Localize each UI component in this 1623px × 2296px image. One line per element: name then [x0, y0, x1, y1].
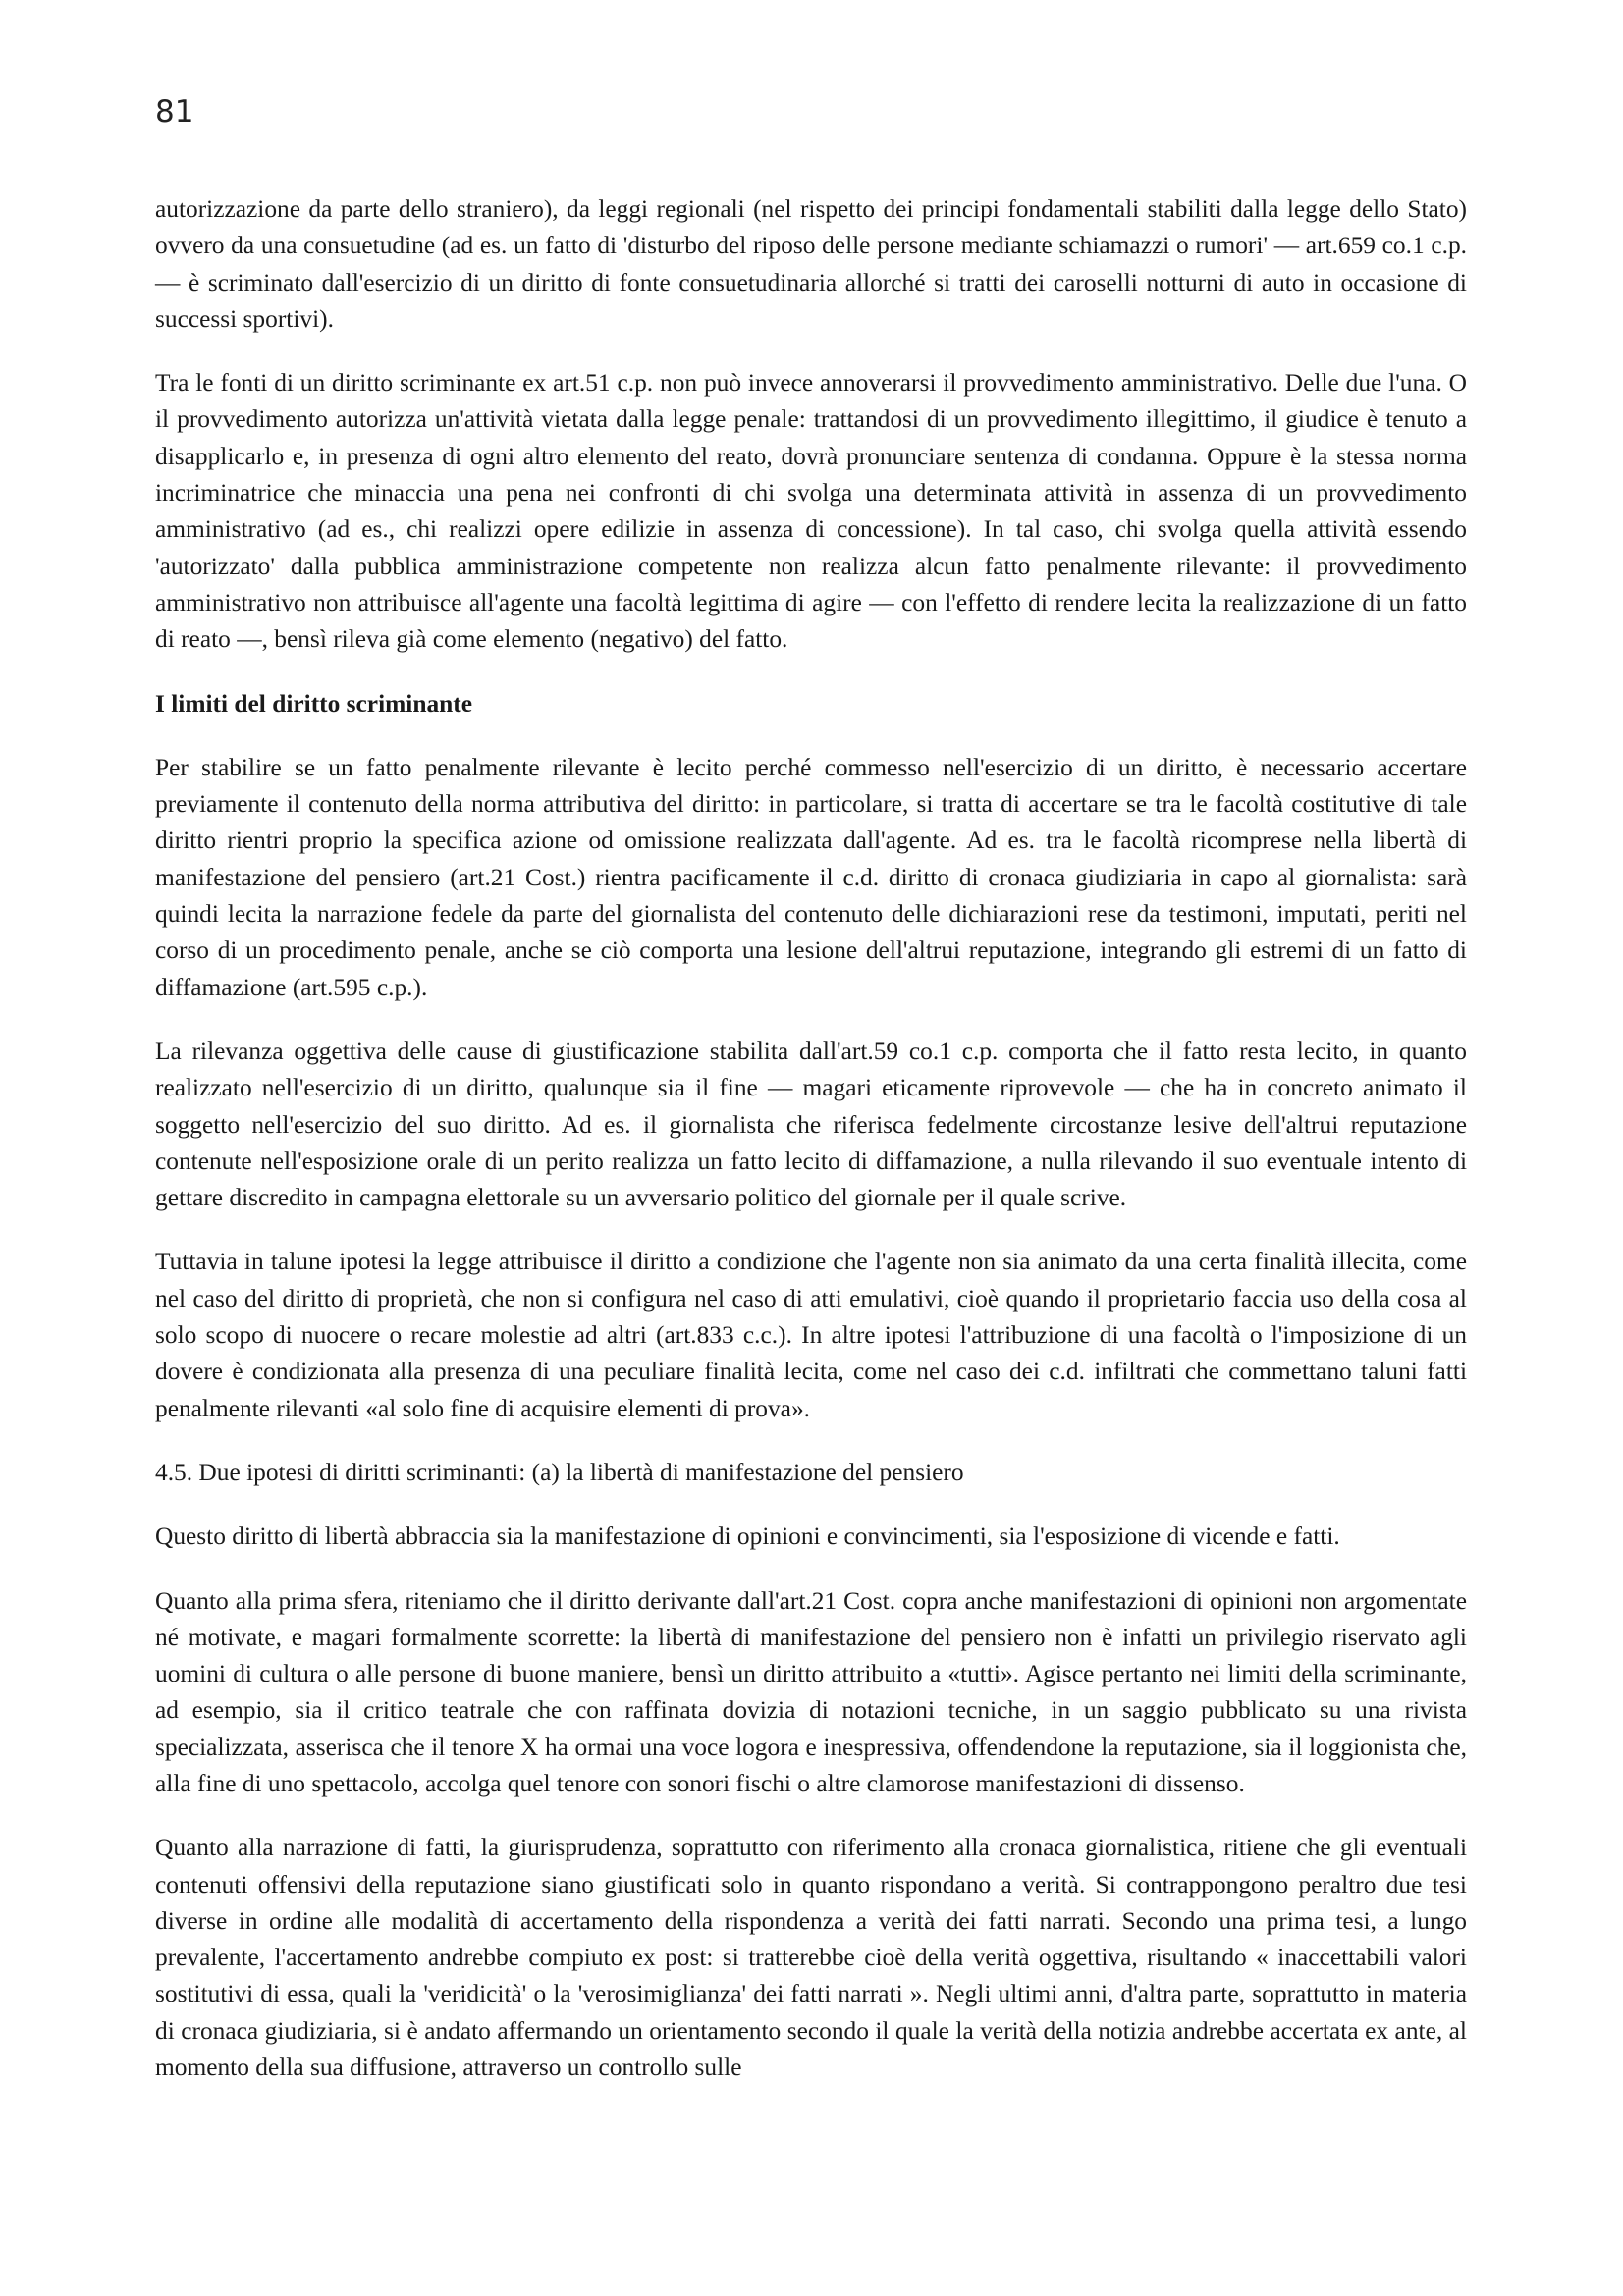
paragraph: Questo diritto di libertà abbraccia sia la manifestazione di opinioni e convincimenti, sia l'esposizione di vicende e fatti.: [155, 1522, 1340, 1551]
paragraph: La rilevanza oggettiva delle cause di giustificazione stabilita dall'art.59 co.1 c.p. comporta che il fatto resta lecito, in quanto realizzato nell'esercizio di un diritto, qualunque sia il fine — magari eticamente riprovevole — che ha in concreto animato il soggetto nell'esercizio del suo diritto. Ad es. il giornalista che riferisca fedelmente circostanze lesive dell'altrui reputazione contenute nell'esposizione orale di un perito realizza un fatto lecito di diffamazione, a nulla rilevando il suo eventuale intento di gettare discredito in campagna elettorale su un avversario politico del giornale per il quale scrive.: [155, 1037, 1467, 1212]
paragraph: Tra le fonti di un diritto scriminante ex art.51 c.p. non può invece annoverarsi il provvedimento amministrativo. Delle due l'una. O il provvedimento autorizza un'attività vietata dalla legge penale: trattandosi di un provvedimento illegittimo, il giudice è tenuto a disapplicarlo e, in presenza di ogni altro elemento del reato, dovrà pronunciare sentenza di condanna. Oppure è la stessa norma incriminatrice che minaccia una pena nei confronti di chi svolga una determinata attività in assenza di un provvedimento amministrativo (ad es., chi realizzi opere edilizie in assenza di concessione). In tal caso, chi svolga quella attività essendo 'autorizzato' dalla pubblica amministrazione competente non realizza alcun fatto penalmente rilevante: il provvedimento amministrativo non attribuisce all'agente una facoltà legittima di agire — con l'effetto di rendere lecita la realizzazione di un fatto di reato —, bensì rileva già come elemento (negativo) del fatto.: [155, 369, 1467, 654]
page-number: 81: [155, 94, 194, 130]
paragraph: Per stabilire se un fatto penalmente rilevante è lecito perché commesso nell'esercizio di un diritto, è necessario accertare previamente il contenuto della norma attributiva del diritto: in particolare, si tratta di accertare se tra le facoltà costitutive di tale diritto rientri proprio la specifica azione od omissione realizzata dall'agente. Ad es. tra le facoltà ricomprese nella libertà di manifestazione del pensiero (art.21 Cost.) rientra pacificamente il c.d. diritto di cronaca giudiziaria in capo al giornalista: sarà quindi lecita la narrazione fedele da parte del giornalista del contenuto delle dichiarazioni rese da testimoni, imputati, periti nel corso di un procedimento penale, anche se ciò comporta una lesione dell'altrui reputazione, integrando gli estremi di un fatto di diffamazione (art.595 c.p.).: [155, 753, 1467, 1001]
document-body: [155, 191, 1467, 2113]
section-heading: I limiti del diritto scriminante: [155, 689, 472, 718]
paragraph: Quanto alla prima sfera, riteniamo che il diritto derivante dall'art.21 Cost. copra anche manifestazioni di opinioni non argomentate né motivate, e magari formalmente scorrette: la libertà di manifestazione del pensiero non è infatti un privilegio riservato agli uomini di cultura o alle persone di buone maniere, bensì un diritto attribuito a «tutti». Agisce pertanto nei limiti della scriminante, ad esempio, sia il critico teatrale che con raffinata dovizia di notazioni tecniche, in un saggio pubblicato su una rivista specializzata, asserisca che il tenore X ha ormai una voce logora e inespressiva, offendendone la reputazione, sia il loggionista che, alla fine di uno spettacolo, accolga quel tenore con sonori fischi o altre clamorose manifestazioni di dissenso.: [155, 1586, 1467, 1797]
paragraph: Quanto alla narrazione di fatti, la giurisprudenza, soprattutto con riferimento alla cronaca giornalistica, ritiene che gli eventuali contenuti offensivi della reputazione siano giustificati solo in quanto rispondano a verità. Si contrappongono peraltro due tesi diverse in ordine alle modalità di accertamento della rispondenza a verità dei fatti narrati. Secondo una prima tesi, a lungo prevalente, l'accertamento andrebbe compiuto ex post: si tratterebbe cioè della verità oggettiva, risultando « inaccettabili valori sostitutivi di essa, quali la 'veridicità' o la 'verosimiglianza' dei fatti narrati ». Negli ultimi anni, d'altra parte, soprattutto in materia di cronaca giudiziaria, si è andato affermando un orientamento secondo il quale la verità della notizia andrebbe accertata ex ante, al momento della sua diffusione, attraverso un controllo sulle: [155, 1834, 1467, 2082]
subsection-title: 4.5. Due ipotesi di diritti scriminanti: (a) la libertà di manifestazione del pensiero: [155, 1458, 964, 1486]
paragraph: autorizzazione da parte dello straniero), da leggi regionali (nel rispetto dei principi fondamentali stabiliti dalla legge dello Stato) ovvero da una consuetudine (ad es. un fatto di 'disturbo del riposo delle persone mediante schiamazzi o rumori' — art.659 co.1 c.p. — è scriminato dall'esercizio di un diritto di fonte consuetudinaria allorché si tratti dei caroselli notturni di auto in occasione di successi sportivi).: [155, 195, 1467, 333]
paragraph: Tuttavia in talune ipotesi la legge attribuisce il diritto a condizione che l'agente non sia animato da una certa finalità illecita, come nel caso del diritto di proprietà, che non si configura nel caso di atti emulativi, cioè quando il proprietario faccia uso della cosa al solo scopo di nuocere o recare molestie ad altri (art.833 c.c.). In altre ipotesi l'attribuzione di una facoltà o l'imposizione di un dovere è condizionata alla presenza di una peculiare finalità lecita, come nel caso dei c.d. infiltrati che commettano taluni fatti penalmente rilevanti «al solo fine di acquisire elementi di prova».: [155, 1248, 1467, 1422]
